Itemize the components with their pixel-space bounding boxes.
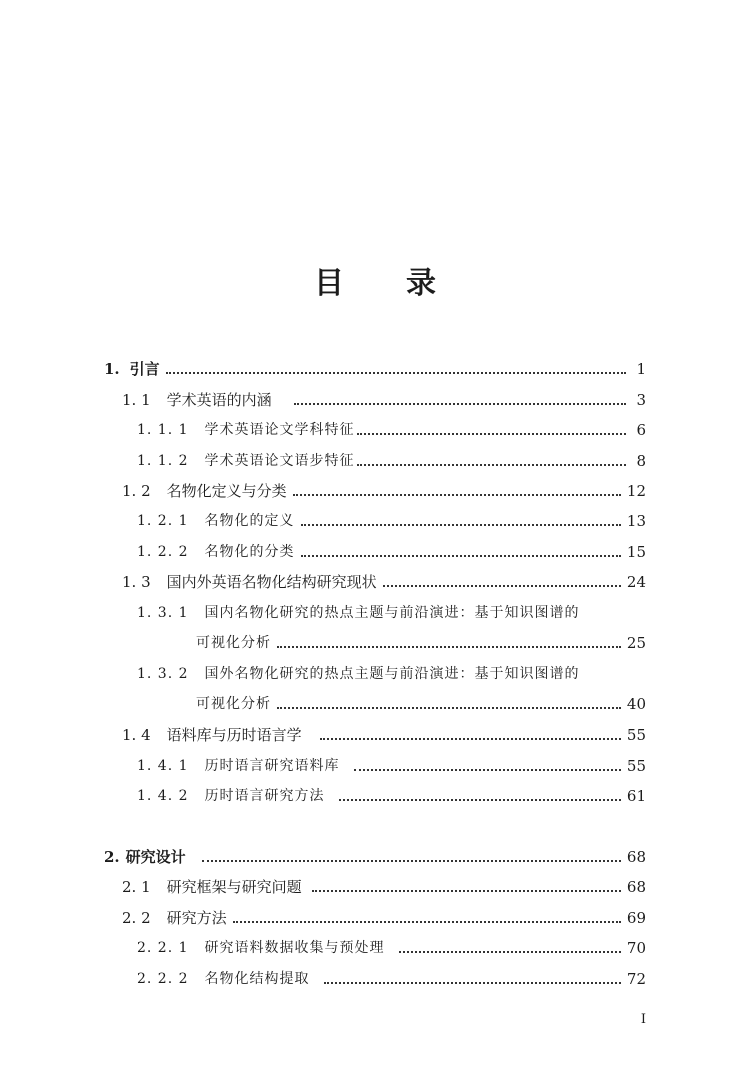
toc-entry-title: 语料库与历时语言学 xyxy=(166,726,302,744)
toc-entry-number: 2. 2. 2 xyxy=(137,971,189,987)
toc-entry-page: 3 xyxy=(636,391,646,409)
dot-leader xyxy=(324,982,621,984)
dot-leader xyxy=(354,769,621,771)
dot-leader xyxy=(294,403,626,405)
toc-entry-page: 70 xyxy=(626,939,646,957)
toc-entry-page: 69 xyxy=(626,909,646,927)
toc-entry-number: 1. 4 xyxy=(122,726,151,744)
toc-entry-number: 1. 2. 2 xyxy=(137,544,189,560)
toc-entry-page: 55 xyxy=(626,726,646,744)
toc-entry-page: 8 xyxy=(636,452,646,470)
toc-entry-title: 研究语料数据收集与预处理 xyxy=(204,940,385,956)
toc-entry-1-3-1[interactable] xyxy=(137,599,624,623)
toc-entry-number: 1. 4. 2 xyxy=(137,788,189,804)
dot-leader xyxy=(383,585,621,587)
toc-entry-title-continued: 可视化分析 xyxy=(196,696,271,712)
toc-entry-1-2[interactable] xyxy=(122,477,646,501)
toc-entry-2-1[interactable] xyxy=(122,873,646,897)
toc-entry-number: 1. 4. 1 xyxy=(137,758,189,774)
toc-entry-page: 6 xyxy=(636,421,646,439)
toc-entry-page: 72 xyxy=(626,970,646,988)
toc-entry-2-2-2[interactable] xyxy=(137,965,646,989)
toc-entry-number: 1. 2. 1 xyxy=(137,513,189,529)
toc-entry-2-2[interactable] xyxy=(122,904,646,928)
toc-entry-title: 学术英语论文语步特征 xyxy=(204,453,355,469)
toc-entry-1-4-1[interactable] xyxy=(137,752,646,776)
toc-entry-title: 国外名物化研究的热点主题与前沿演进：基于知识图谱的 xyxy=(204,666,580,682)
toc-entry-title: 历时语言研究语料库 xyxy=(204,758,340,774)
toc-entry-page: 68 xyxy=(626,878,646,896)
dot-leader xyxy=(277,646,621,648)
toc-entry-title: 学术英语论文学科特征 xyxy=(204,422,355,438)
toc-entry-page: 13 xyxy=(626,512,646,530)
toc-entry-number: 2. 2 xyxy=(122,909,151,927)
toc-entry-number: 1. 3. 1 xyxy=(137,605,189,621)
toc-entry-page: 55 xyxy=(626,757,646,775)
toc-entry-title: 名物化的定义 xyxy=(204,513,295,529)
toc-entry-1[interactable] xyxy=(104,355,646,379)
dot-leader xyxy=(301,555,621,557)
toc-entry-1-2-1[interactable] xyxy=(137,507,646,531)
toc-entry-2-2-1[interactable] xyxy=(137,934,646,958)
toc-entry-1-2-2[interactable] xyxy=(137,538,646,562)
toc-entry-title: 研究框架与研究问题 xyxy=(166,878,302,896)
toc-entry-page: 61 xyxy=(626,787,646,805)
toc-entry-number: 2. xyxy=(104,848,120,866)
toc-entry-title: 历时语言研究方法 xyxy=(204,788,325,804)
toc-entry-number: 1. 1. 2 xyxy=(137,453,189,469)
toc-entry-1-3-2-continued[interactable] xyxy=(196,690,646,714)
toc-entry-number: 1. 2 xyxy=(122,482,151,500)
toc-entry-title: 研究设计 xyxy=(125,848,186,866)
dot-leader xyxy=(339,799,621,801)
toc-entry-page: 40 xyxy=(626,695,646,713)
dot-leader xyxy=(166,372,626,374)
dot-leader xyxy=(357,464,626,466)
toc-title xyxy=(0,258,750,302)
dot-leader xyxy=(277,707,621,709)
toc-entry-1-4-2[interactable] xyxy=(137,782,646,806)
toc-entry-number: 1. 1 xyxy=(122,391,151,409)
page-number: I xyxy=(640,1012,646,1027)
dot-leader xyxy=(293,494,621,496)
toc-entry-title: 名物化定义与分类 xyxy=(166,482,287,500)
toc-entry-1-4[interactable] xyxy=(122,721,646,745)
dot-leader xyxy=(357,433,626,435)
dot-leader xyxy=(233,921,621,923)
toc-entry-title: 引言 xyxy=(129,360,160,378)
toc-entry-title: 国内名物化研究的热点主题与前沿演进：基于知识图谱的 xyxy=(204,605,580,621)
toc-entry-1-1[interactable] xyxy=(122,386,646,410)
dot-leader xyxy=(301,524,621,526)
toc-entry-number: 1. 3. 2 xyxy=(137,666,189,682)
toc-entry-number: 2. 1 xyxy=(122,878,151,896)
toc-entry-page: 68 xyxy=(626,848,646,866)
toc-entry-1-3-2[interactable] xyxy=(137,660,624,684)
toc-entry-title-continued: 可视化分析 xyxy=(196,635,271,651)
toc-entry-1-3-1-continued[interactable] xyxy=(196,629,646,653)
toc-entry-number: 1. 1. 1 xyxy=(137,422,189,438)
toc-entry-page: 12 xyxy=(626,482,646,500)
toc-entry-page: 15 xyxy=(626,543,646,561)
dot-leader xyxy=(320,738,621,740)
toc-entry-1-1-1[interactable] xyxy=(137,416,646,440)
toc-entry-number: 2. 2. 1 xyxy=(137,940,189,956)
toc-entry-title: 名物化的分类 xyxy=(204,544,295,560)
toc-entry-number: 1. 3 xyxy=(122,573,151,591)
toc-entry-number: 1. xyxy=(104,360,120,378)
dot-leader xyxy=(202,860,621,862)
toc-entry-page: 1 xyxy=(636,360,646,378)
toc-entry-1-3[interactable] xyxy=(122,568,646,592)
toc-entry-title: 国内外英语名物化结构研究现状 xyxy=(166,573,377,591)
toc-entry-page: 25 xyxy=(626,634,646,652)
toc-entry-1-1-2[interactable] xyxy=(137,447,646,471)
dot-leader xyxy=(312,890,621,892)
dot-leader xyxy=(399,951,621,953)
toc-entry-title: 研究方法 xyxy=(166,909,227,927)
toc-entry-title: 学术英语的内涵 xyxy=(166,391,272,409)
toc-title-char-2: 录 xyxy=(406,266,436,301)
toc-entry-2[interactable] xyxy=(104,843,646,867)
toc-entry-page: 24 xyxy=(626,573,646,591)
toc-entry-title: 名物化结构提取 xyxy=(204,971,310,987)
toc-title-char-1: 目 xyxy=(314,266,344,301)
